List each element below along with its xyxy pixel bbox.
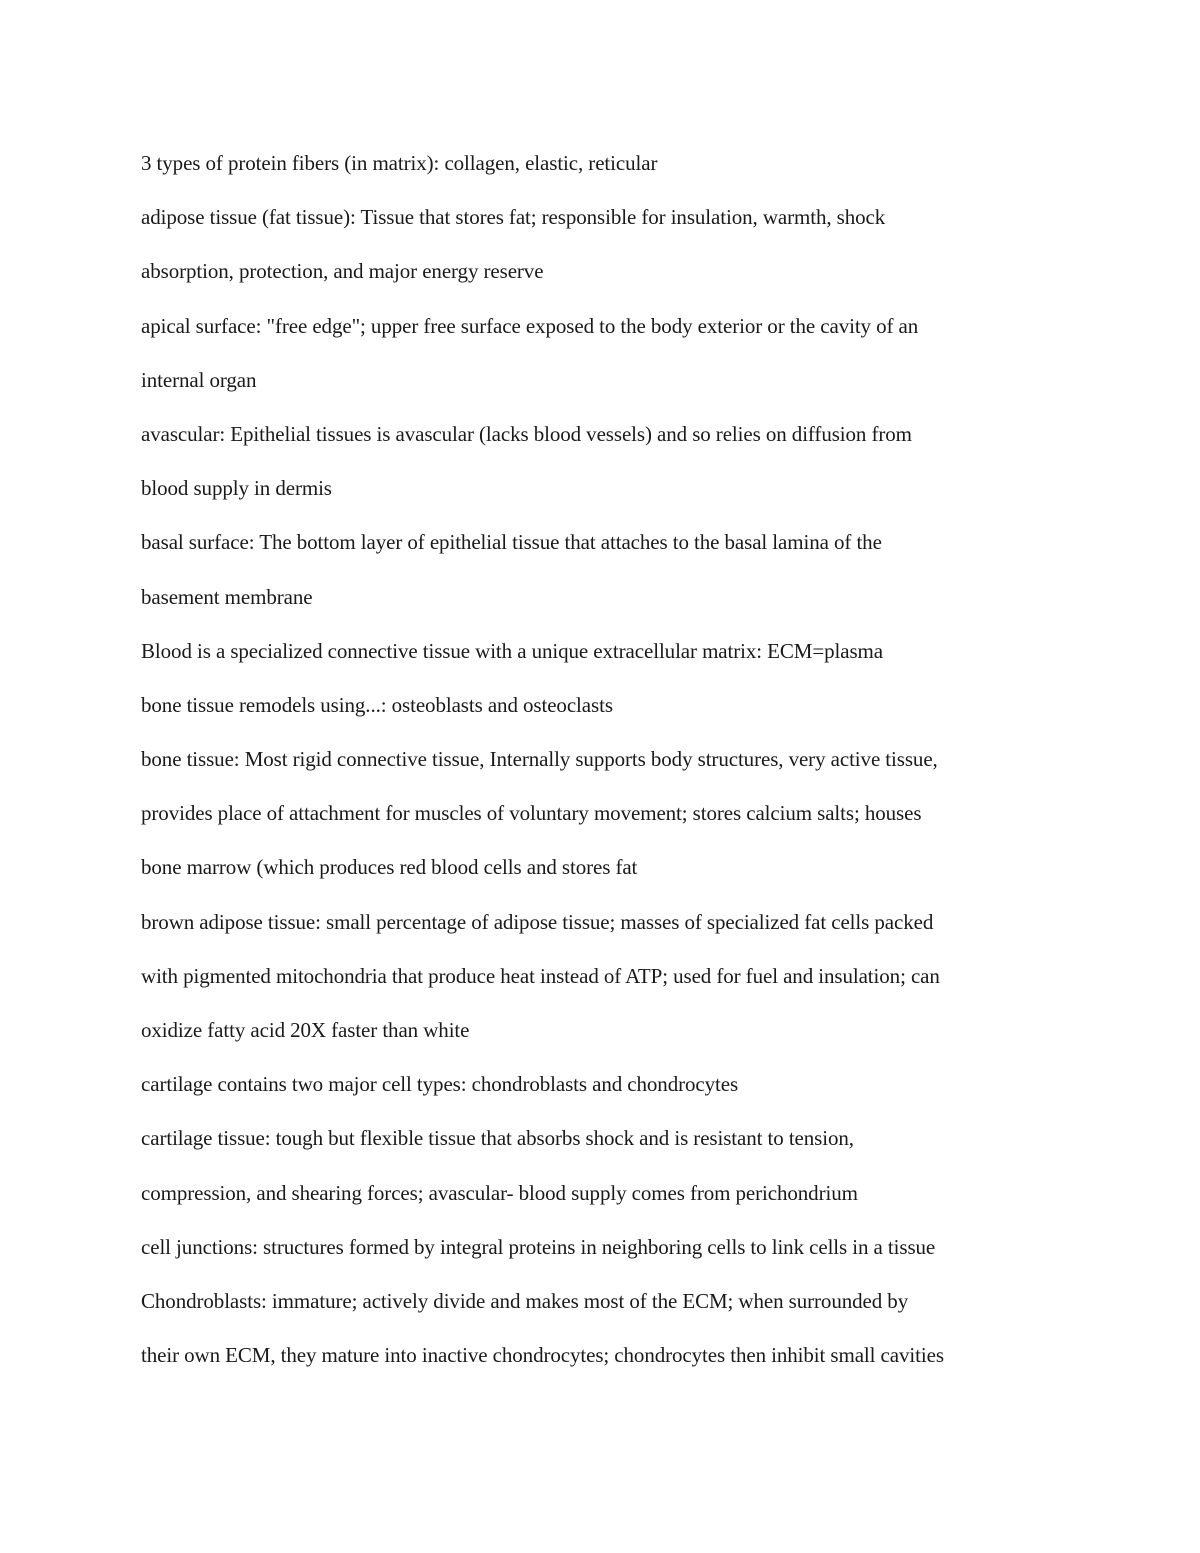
text-line: bone tissue remodels using...: osteoblasts and osteoclasts (141, 692, 613, 717)
text-line: avascular: Epithelial tissues is avascular (lacks blood vessels) and so relies on diffusion from (141, 421, 912, 446)
text-line: apical surface: "free edge"; upper free surface exposed to the body exterior or the cavity of an (141, 313, 919, 338)
text-line: their own ECM, they mature into inactive chondrocytes; chondrocytes then inhibit small cavities (141, 1343, 944, 1368)
text-line: bone marrow (which produces red blood cells and stores fat (141, 855, 638, 880)
text-line: basal surface: The bottom layer of epithelial tissue that attaches to the basal lamina of the (141, 530, 882, 555)
text-line: cell junctions: structures formed by integral proteins in neighboring cells to link cells in a tissue (141, 1234, 936, 1259)
text-line: provides place of attachment for muscles of voluntary movement; stores calcium salts; houses (141, 801, 922, 826)
text-line: brown adipose tissue: small percentage of adipose tissue; masses of specialized fat cells packed (141, 909, 934, 934)
text-line: compression, and shearing forces; avascular- blood supply comes from perichondrium (141, 1180, 858, 1205)
text-line: 3 types of protein fibers (in matrix): collagen, elastic, reticular (141, 151, 658, 175)
text-line: adipose tissue (fat tissue): Tissue that stores fat; responsible for insulation, warmth, shock (141, 205, 886, 230)
text-line: absorption, protection, and major energy reserve (141, 259, 544, 284)
text-line: blood supply in dermis (141, 476, 332, 501)
text-line: Blood is a specialized connective tissue with a unique extracellular matrix: ECM=plasma (141, 638, 884, 663)
text-line: oxidize fatty acid 20X faster than white (141, 1018, 470, 1042)
text-line: with pigmented mitochondria that produce heat instead of ATP; used for fuel and insulation; can (141, 963, 940, 988)
text-line: bone tissue: Most rigid connective tissue, Internally supports body structures, very active tissue, (141, 747, 938, 772)
text-line: Chondroblasts: immature; actively divide and makes most of the ECM; when surrounded by (141, 1288, 909, 1313)
text-line: cartilage tissue: tough but flexible tissue that absorbs shock and is resistant to tension, (141, 1126, 854, 1151)
text-line: basement membrane (141, 584, 313, 609)
document-body (141, 136, 1056, 1382)
text-line: cartilage contains two major cell types: chondroblasts and chondrocytes (141, 1072, 739, 1097)
text-line: internal organ (141, 367, 257, 392)
